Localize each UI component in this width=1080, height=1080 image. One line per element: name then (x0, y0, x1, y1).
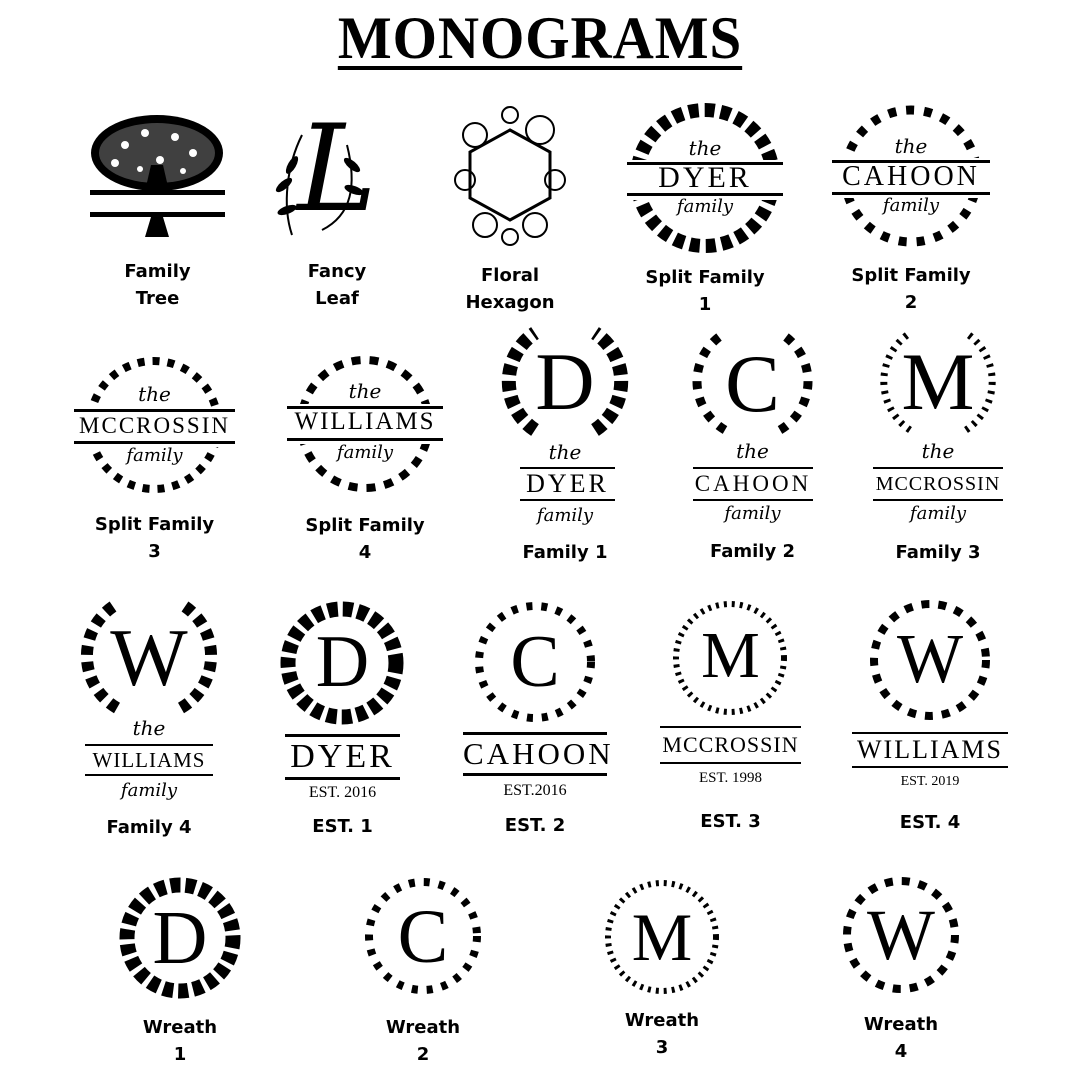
monogram-letter: D (535, 336, 595, 427)
the-text: the (138, 382, 171, 406)
design-label: Wreath 4 (863, 1014, 939, 1062)
monogram-letter: W (867, 895, 935, 975)
monogram-letter: M (701, 619, 760, 692)
family-text: family (120, 780, 178, 801)
fancy-leaf-design (262, 100, 412, 315)
monogram-letter: D (152, 896, 208, 980)
monogram-letter: C (725, 338, 780, 429)
design-label: EST. 1 (312, 816, 373, 837)
the-text: the (132, 716, 166, 740)
design-label: Wreath 1 (142, 1017, 218, 1065)
family-name: DYER (526, 469, 609, 498)
design-label: Split Family 1 (645, 267, 765, 315)
design-label: Split Family 3 (94, 514, 215, 562)
design-label: Family 4 (106, 817, 192, 838)
the-text: the (736, 439, 769, 463)
page-title: MONOGRAMS (337, 5, 743, 71)
monogram-letter: C (510, 621, 560, 703)
family-tree-design (85, 105, 230, 315)
family-text: family (676, 196, 734, 217)
design-label: Family 1 (522, 542, 608, 563)
family-text: family (336, 442, 394, 463)
monogram-letter: D (315, 621, 370, 703)
family-name: MCCROSSIN (875, 473, 1001, 495)
design-label: Split Family 4 (305, 515, 425, 563)
floral-hexagon-design (445, 105, 575, 315)
est-1-design (280, 598, 405, 843)
est-text: EST. 1998 (698, 770, 763, 786)
design-label: EST. 2 (504, 815, 566, 836)
name-bar (852, 732, 1008, 768)
family-name: DYER (658, 161, 752, 194)
wreath-1-design (115, 873, 245, 1073)
design-label: Wreath 2 (385, 1017, 461, 1065)
family-4-design (75, 598, 223, 843)
est-3-design (658, 598, 803, 843)
tree-icon (85, 105, 230, 245)
the-text: the (348, 379, 382, 403)
monogram-letter: C (397, 895, 449, 979)
family-name: WILLIAMS (92, 748, 206, 772)
wreath-4-design (836, 873, 966, 1068)
monogram-letter: M (631, 899, 693, 975)
name-bar (520, 467, 615, 501)
design-label: Family 2 (709, 541, 795, 562)
est-4-design (850, 598, 1010, 843)
family-name: CAHOON (842, 161, 980, 192)
design-label: Family Tree (124, 261, 191, 309)
the-text: the (921, 439, 955, 463)
family-text: family (724, 503, 781, 524)
family-name: DYER (290, 738, 395, 775)
design-label: Floral Hexagon (465, 265, 555, 313)
family-name: WILLIAMS (857, 735, 1003, 764)
monogram-letter: W (110, 612, 188, 703)
design-label: Wreath 3 (624, 1010, 700, 1058)
the-text: the (894, 134, 928, 158)
est-2-design (460, 598, 614, 843)
family-name: CAHOON (463, 736, 614, 771)
family-name: WILLIAMS (294, 408, 436, 435)
name-bar (285, 734, 400, 780)
wreath-2-design (358, 873, 488, 1073)
design-label: Split Family 2 (851, 265, 971, 313)
family-text: family (909, 503, 967, 524)
split-family-2-design (830, 98, 992, 318)
split-family-3-design (72, 350, 237, 565)
design-label: Fancy Leaf (307, 261, 367, 309)
design-label: EST. 3 (700, 811, 761, 832)
split-family-1-design (625, 98, 785, 318)
monogram-letter: L (297, 100, 377, 239)
name-bar (693, 467, 813, 501)
family-text: family (536, 505, 594, 526)
the-text: the (548, 440, 582, 464)
name-bar (873, 467, 1003, 501)
split-family-4-design (285, 346, 445, 566)
family-name: MCCROSSIN (79, 413, 230, 438)
design-label: EST. 4 (899, 812, 961, 833)
family-2-design (685, 325, 820, 570)
family-name: MCCROSSIN (662, 732, 799, 757)
family-3-design (868, 325, 1008, 570)
the-text: the (688, 136, 722, 160)
est-text: EST.2016 (503, 782, 567, 799)
floral-hexagon-icon (445, 105, 575, 250)
est-text: EST. 2019 (900, 774, 960, 789)
wreath-3-design (598, 875, 726, 1070)
name-bar (660, 726, 801, 764)
family-1-design (495, 325, 635, 570)
name-bar (463, 732, 614, 776)
monogram-letter: W (896, 621, 964, 698)
family-text: family (882, 195, 940, 216)
monogram-letter: M (901, 336, 975, 427)
design-label: Family 3 (895, 542, 981, 563)
family-text: family (126, 445, 183, 466)
family-name: CAHOON (694, 471, 812, 496)
est-text: EST. 2016 (308, 784, 377, 801)
name-bar (85, 744, 213, 776)
